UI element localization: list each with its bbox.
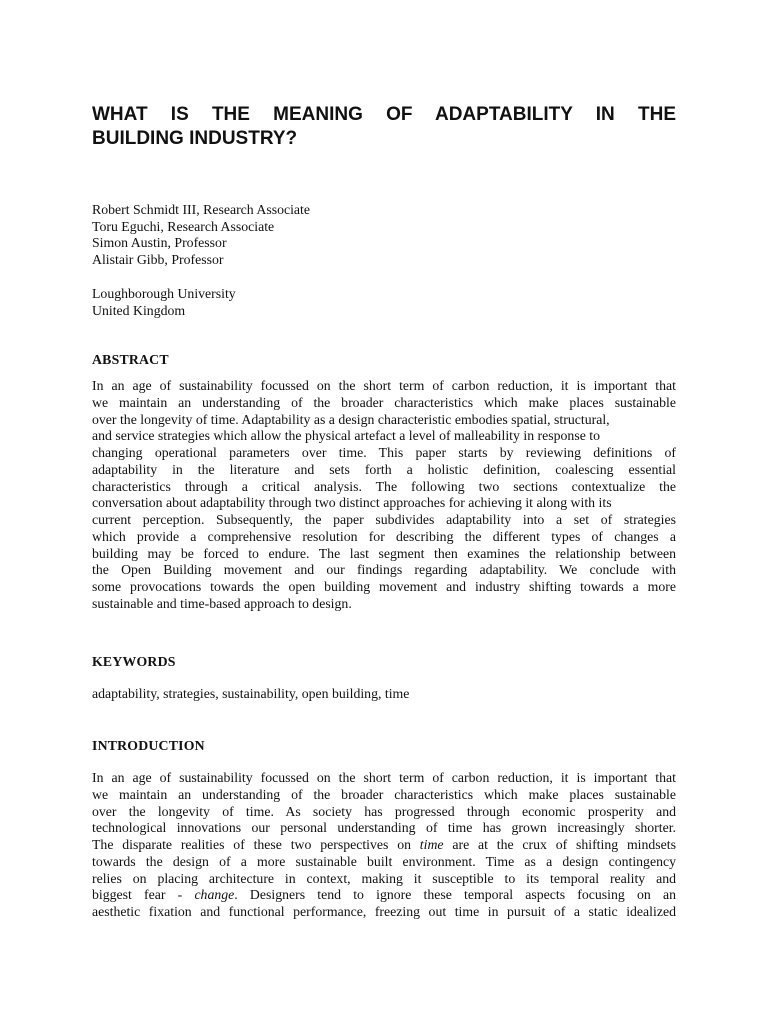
keywords-text <box>92 686 676 703</box>
abstract-line: which provide a comprehensive resolution for describing the different types of changes a <box>92 528 676 544</box>
author-list <box>92 202 676 268</box>
introduction-line: over the longevity of time. As society has progressed through economic prosperity and <box>92 803 676 819</box>
affiliation-country: United Kingdom <box>92 302 186 318</box>
author-entry: Robert Schmidt III, Research Associate <box>92 202 311 217</box>
abstract-line: characteristics through a critical analysis. The following two sections contextualize the <box>92 478 676 494</box>
abstract-line: the Open Building movement and our findings regarding adaptability. We conclude with <box>92 562 676 578</box>
paper-title-line-1: WHAT IS THE MEANING OF ADAPTABILITY IN THE <box>92 104 676 125</box>
introduction-line <box>92 887 676 904</box>
abstract-text <box>92 378 676 613</box>
author-entry: Toru Eguchi, Research Associate <box>92 218 275 234</box>
abstract-line: building may be forced to endure. The last segment then examines the relationship between <box>92 545 676 561</box>
abstract-heading: ABSTRACT <box>92 352 169 367</box>
abstract-line: we maintain an understanding of the broader characteristics which make places sustainable <box>92 394 676 410</box>
keywords-heading: KEYWORDS <box>92 654 176 669</box>
introduction-line: In an age of sustainability focussed on the short term of carbon reduction, it is important that <box>92 770 676 785</box>
introduction-segment: . Designers tend to ignore these temporal aspects focusing on an <box>234 887 676 903</box>
abstract-line: conversation about adaptability through two distinct approaches for achieving it along with its <box>92 495 612 511</box>
abstract-line: some provocations towards the open building movement and industry shifting towards a more <box>92 579 676 594</box>
introduction-heading: INTRODUCTION <box>92 738 205 753</box>
introduction-line: aesthetic fixation and functional performance, freezing out time in pursuit of a static idealized <box>92 904 676 919</box>
abstract-line: sustainable and time-based approach to design. <box>92 595 352 611</box>
paper-title-line-2: BUILDING INDUSTRY? <box>92 128 298 149</box>
introduction-emphasis-change: change <box>194 887 235 903</box>
abstract-line: adaptability in the literature and sets forth a holistic definition, coalescing essential <box>92 461 676 477</box>
introduction-segment: are at the crux of shifting mindsets <box>452 837 676 852</box>
abstract-line: and service strategies which allow the physical artefact a level of malleability in response to <box>92 428 600 444</box>
introduction-segment: biggest fear - <box>92 887 183 903</box>
introduction-emphasis-time: time <box>419 837 444 852</box>
affiliation-institution: Loughborough University <box>92 286 236 301</box>
paper-title <box>92 103 676 151</box>
introduction-line <box>92 837 676 854</box>
abstract-line: In an age of sustainability focussed on the short term of carbon reduction, it is important that <box>92 378 676 393</box>
affiliation <box>92 286 676 319</box>
author-entry: Simon Austin, Professor <box>92 235 227 251</box>
keywords-line: adaptability, strategies, sustainability, open building, time <box>92 686 410 701</box>
introduction-line: technological innovations our personal understanding of time has grown increasingly shorter. <box>92 820 676 836</box>
introduction-line: relies on placing architecture in context, making it susceptible to its temporal reality and <box>92 870 676 886</box>
introduction-segment: The disparate realities of these two perspectives on <box>92 837 411 852</box>
author-entry: Alistair Gibb, Professor <box>92 251 224 267</box>
introduction-text <box>92 770 676 921</box>
abstract-line: changing operational parameters over time. This paper starts by reviewing definitions of <box>92 445 676 460</box>
introduction-line: we maintain an understanding of the broader characteristics which make places sustainable <box>92 786 676 802</box>
abstract-line: current perception. Subsequently, the paper subdivides adaptability into a set of strategies <box>92 512 676 527</box>
introduction-line: towards the design of a more sustainable built environment. Time as a design contingency <box>92 853 676 869</box>
abstract-line: over the longevity of time. Adaptability as a design characteristic embodies spatial, structural, <box>92 411 610 427</box>
